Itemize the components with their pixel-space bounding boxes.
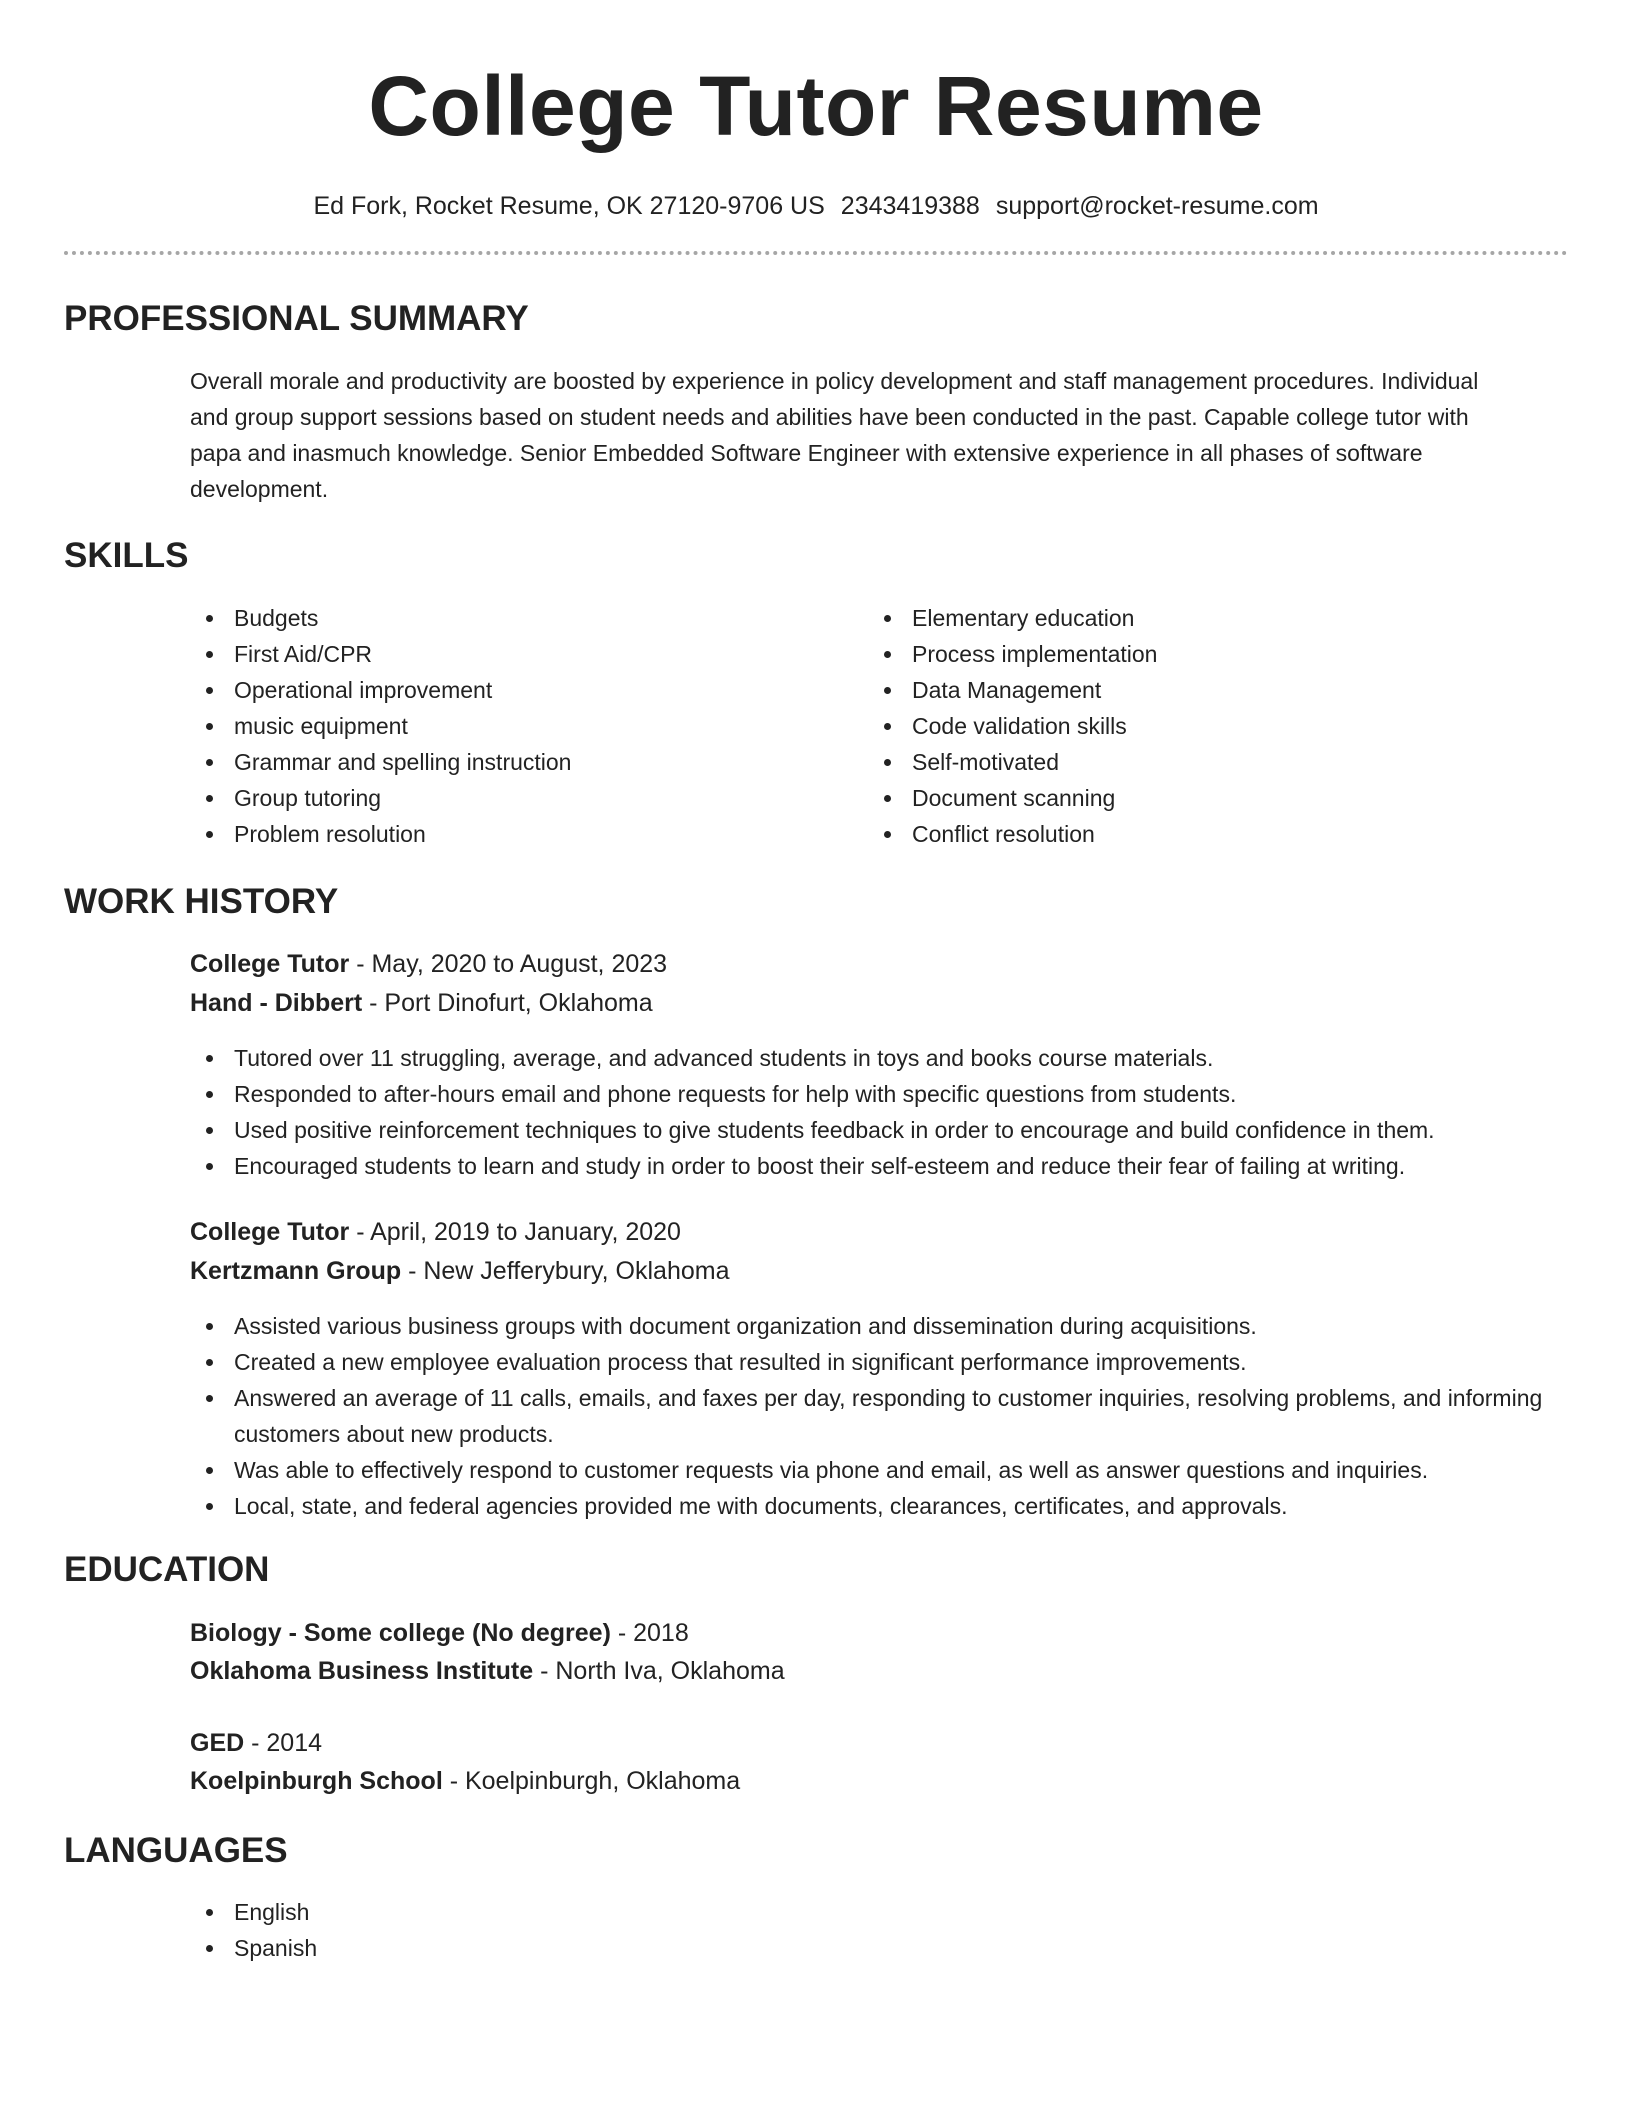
job-company: Hand - Dibbert [190, 989, 363, 1017]
job-dates: - April, 2019 to January, 2020 [349, 1218, 681, 1246]
job-company: Kertzmann Group [190, 1257, 402, 1285]
education-location: - North Iva, Oklahoma [533, 1657, 785, 1685]
job-bullet: Answered an average of 11 calls, emails, and faxes per day, responding to customer inquiries, resolving problems, and informing customers about new products. [190, 1380, 1550, 1452]
resume-header [0, 0, 1632, 221]
contact-address: Ed Fork, Rocket Resume, OK 27120-9706 US [313, 192, 825, 220]
job-location: - Port Dinofurt, Oklahoma [362, 989, 653, 1017]
skill-item: Budgets [190, 600, 830, 636]
skill-item: Operational improvement [190, 672, 830, 708]
skill-item: Elementary education [868, 600, 1508, 636]
job-bullet: Created a new employee evaluation process that resulted in significant performance improvements. [190, 1344, 1550, 1380]
education-school-line [190, 1652, 785, 1691]
skills-list-right [868, 600, 1508, 852]
skill-item: Self-motivated [868, 744, 1508, 780]
job-title-line [190, 1213, 681, 1252]
work-history-heading: WORK HISTORY [64, 882, 339, 921]
job-bullet: Encouraged students to learn and study in order to boost their self-esteem and reduce their fear of failing at writing. [190, 1148, 1550, 1184]
education-degree-line [190, 1614, 689, 1653]
skill-item: Problem resolution [190, 816, 830, 852]
skill-item: Conflict resolution [868, 816, 1508, 852]
job-title: College Tutor [190, 950, 350, 978]
job-bullet: Was able to effectively respond to customer requests via phone and email, as well as answer questions and inquiries. [190, 1452, 1550, 1488]
job-location: - New Jefferybury, Oklahoma [401, 1257, 730, 1285]
skill-item: First Aid/CPR [190, 636, 830, 672]
language-item: English [190, 1894, 790, 1930]
job-title-line [190, 945, 667, 984]
job-bullets [190, 1040, 1550, 1184]
language-item: Spanish [190, 1930, 790, 1966]
job-bullet: Local, state, and federal agencies provided me with documents, clearances, certificates, and approvals. [190, 1488, 1550, 1524]
job-bullet: Assisted various business groups with document organization and dissemination during acquisitions. [190, 1308, 1550, 1344]
skill-item: music equipment [190, 708, 830, 744]
education-school-line [190, 1762, 740, 1801]
education-year: - 2018 [610, 1619, 689, 1647]
skills-heading: SKILLS [64, 536, 189, 575]
resume-title: College Tutor Resume [368, 59, 1264, 153]
job-title: College Tutor [190, 1218, 350, 1246]
skill-item: Process implementation [868, 636, 1508, 672]
skill-item: Grammar and spelling instruction [190, 744, 830, 780]
skill-item: Code validation skills [868, 708, 1508, 744]
education-heading: EDUCATION [64, 1550, 270, 1589]
education-degree: GED [190, 1729, 245, 1757]
job-company-line [190, 1252, 729, 1291]
job-dates: - May, 2020 to August, 2023 [349, 950, 668, 978]
contact-email: support@rocket-resume.com [995, 192, 1319, 220]
education-year: - 2014 [244, 1729, 323, 1757]
job-bullet: Tutored over 11 struggling, average, and advanced students in toys and books course materials. [190, 1040, 1550, 1076]
summary-heading: PROFESSIONAL SUMMARY [64, 299, 529, 338]
education-location: - Koelpinburgh, Oklahoma [442, 1767, 741, 1795]
languages-list [190, 1894, 790, 1966]
contact-line [0, 191, 1632, 221]
job-bullet: Responded to after-hours email and phone requests for help with specific questions from students. [190, 1076, 1550, 1112]
contact-phone: 2343419388 [840, 192, 980, 220]
education-school: Oklahoma Business Institute [190, 1657, 534, 1685]
education-school: Koelpinburgh School [190, 1767, 443, 1795]
skill-item: Document scanning [868, 780, 1508, 816]
skill-item: Data Management [868, 672, 1508, 708]
summary-text: Overall morale and productivity are boosted by experience in policy development and staff management procedures. Individual and group support sessions based on student needs and abilities have been conducted in the past. Capable college tutor with papa and inasmuch knowledge. Senior Embedded Software Engineer with extensive experience in all phases of software development. [190, 368, 1479, 502]
job-bullet: Used positive reinforcement techniques to give students feedback in order to encourage and build confidence in them. [190, 1112, 1550, 1148]
education-degree-line [190, 1724, 322, 1763]
job-company-line [190, 984, 653, 1023]
education-degree: Biology - Some college (No degree) [190, 1619, 611, 1647]
header-divider [64, 251, 1568, 255]
languages-heading: LANGUAGES [64, 1831, 288, 1870]
job-bullets [190, 1308, 1550, 1524]
skill-item: Group tutoring [190, 780, 830, 816]
skills-list-left [190, 600, 830, 852]
